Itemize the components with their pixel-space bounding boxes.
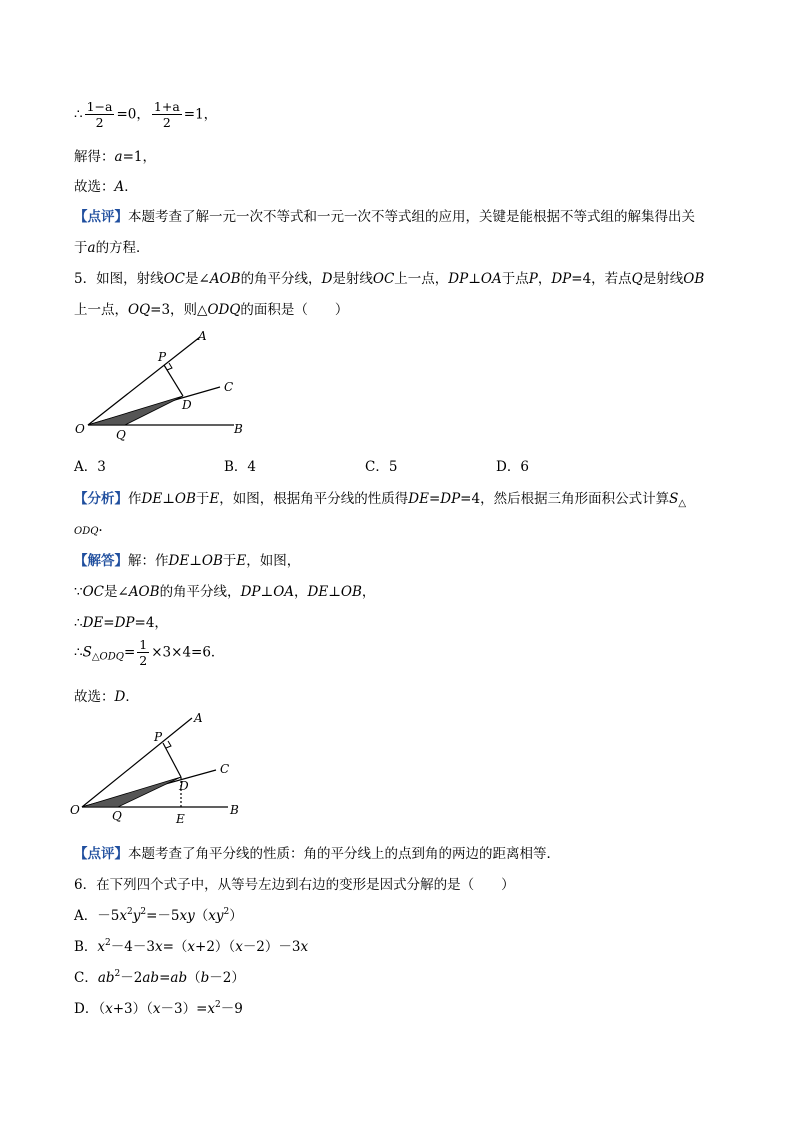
fraction: $\frac{1-a}{2}$: [86, 99, 113, 130]
label-D: D: [182, 398, 192, 412]
q5-choose-line: 故选：D．: [74, 689, 139, 705]
q6-option-B[interactable]: B．$x^2-4-3x=(x+2)(x-2)-3x$: [74, 938, 309, 955]
label-C: C: [220, 762, 230, 776]
prev-comment-line1: 【点评】本题考查了解一元一次不等式和一元一次不等式组的应用，关键是能根据不等式组的解集得出关: [74, 209, 695, 225]
right-angle-mark: [166, 741, 171, 748]
right-angle-mark: [167, 363, 172, 370]
label-A: A: [194, 711, 203, 725]
q5-answer-line4: $\therefore S_{\triangle ODQ}=$ $\frac{1}{2}$ ×3×4=6．: [74, 637, 225, 668]
q6-option-A[interactable]: A．$-5x^2y^2=-5xy(xy^2)$: [74, 907, 243, 924]
label-E: E: [176, 812, 185, 826]
label-Q: Q: [112, 809, 122, 823]
q5-stem-line1: 5．如图，射线OC是∠AOB的角平分线，D是射线OC上一点，DP⊥OA于点P，DP=4，若点Q是射线OB: [74, 271, 705, 287]
q5-options: [74, 455, 724, 475]
label-B: B: [234, 422, 243, 436]
q6-option-D[interactable]: D．$(x+3)(x-3)=x^2-9$: [74, 1000, 243, 1017]
equation-text: =1，: [183, 106, 218, 123]
option-C[interactable]: C．5: [365, 459, 398, 475]
shaded-triangle-ODQ: [82, 777, 181, 807]
q5-analysis-line1: 【分析】作DE⊥OB于E，如图，根据角平分线的性质得DE=DP=4，然后根据三角形面积公式计算$S_\triangle$: [74, 491, 687, 509]
segment-DP: [164, 365, 183, 396]
comment-tag: 【点评】: [74, 846, 128, 862]
q5-answer-line1: 【解答】解：作DE⊥OB于E，如图，: [74, 553, 301, 569]
label-A: A: [198, 329, 207, 343]
q6-stem: 6．在下列四个式子中，从等号左边到右边的变形是因式分解的是（ ）: [74, 877, 515, 893]
shaded-triangle-ODQ: [88, 396, 183, 425]
segment-DP: [163, 743, 181, 777]
label-B: B: [230, 803, 239, 817]
answer-tag: 【解答】: [74, 553, 128, 569]
label-P: P: [158, 350, 167, 364]
comment-tag: 【点评】: [74, 209, 128, 225]
fraction-half: $\frac{1}{2}$: [139, 637, 148, 668]
q5-figure-1: [70, 325, 270, 445]
equation-text: =0，: [116, 106, 150, 123]
q5-comment-line: 【点评】本题考查了角平分线的性质：角的平分线上的点到角的两边的距离相等．: [74, 846, 560, 862]
q6-option-C[interactable]: C．$ab^2-2ab=ab(b-2)$: [74, 969, 245, 986]
option-D[interactable]: D．6: [496, 459, 529, 475]
prev-equation-line: [74, 100, 217, 130]
fraction: $\frac{1+a}{2}$: [153, 99, 180, 130]
q5-figure-2: [66, 710, 266, 830]
q5-answer-line3: ∴DE=DP=4，: [74, 615, 168, 631]
label-Q: Q: [116, 428, 126, 442]
prev-solve-line: 解得：a=1，: [74, 149, 156, 165]
option-B[interactable]: B．4: [224, 459, 257, 475]
therefore-symbol: ∴: [74, 106, 83, 123]
analysis-tag: 【分析】: [74, 491, 128, 507]
q5-answer-line2: ∵OC是∠AOB的角平分线，DP⊥OA，DE⊥OB，: [74, 584, 376, 600]
label-O: O: [75, 422, 85, 436]
label-O: O: [70, 803, 80, 817]
label-P: P: [154, 730, 163, 744]
option-A[interactable]: A．3: [74, 459, 106, 475]
label-D: D: [179, 779, 189, 793]
q5-stem-line2: 上一点，OQ=3，则△ODQ的面积是（ ）: [74, 302, 349, 318]
label-C: C: [224, 380, 234, 394]
prev-comment-line2: 于a的方程．: [74, 240, 150, 256]
prev-choose-line: 故选：A．: [74, 179, 138, 195]
q5-analysis-line2: $_{ODQ}$.: [74, 519, 103, 537]
